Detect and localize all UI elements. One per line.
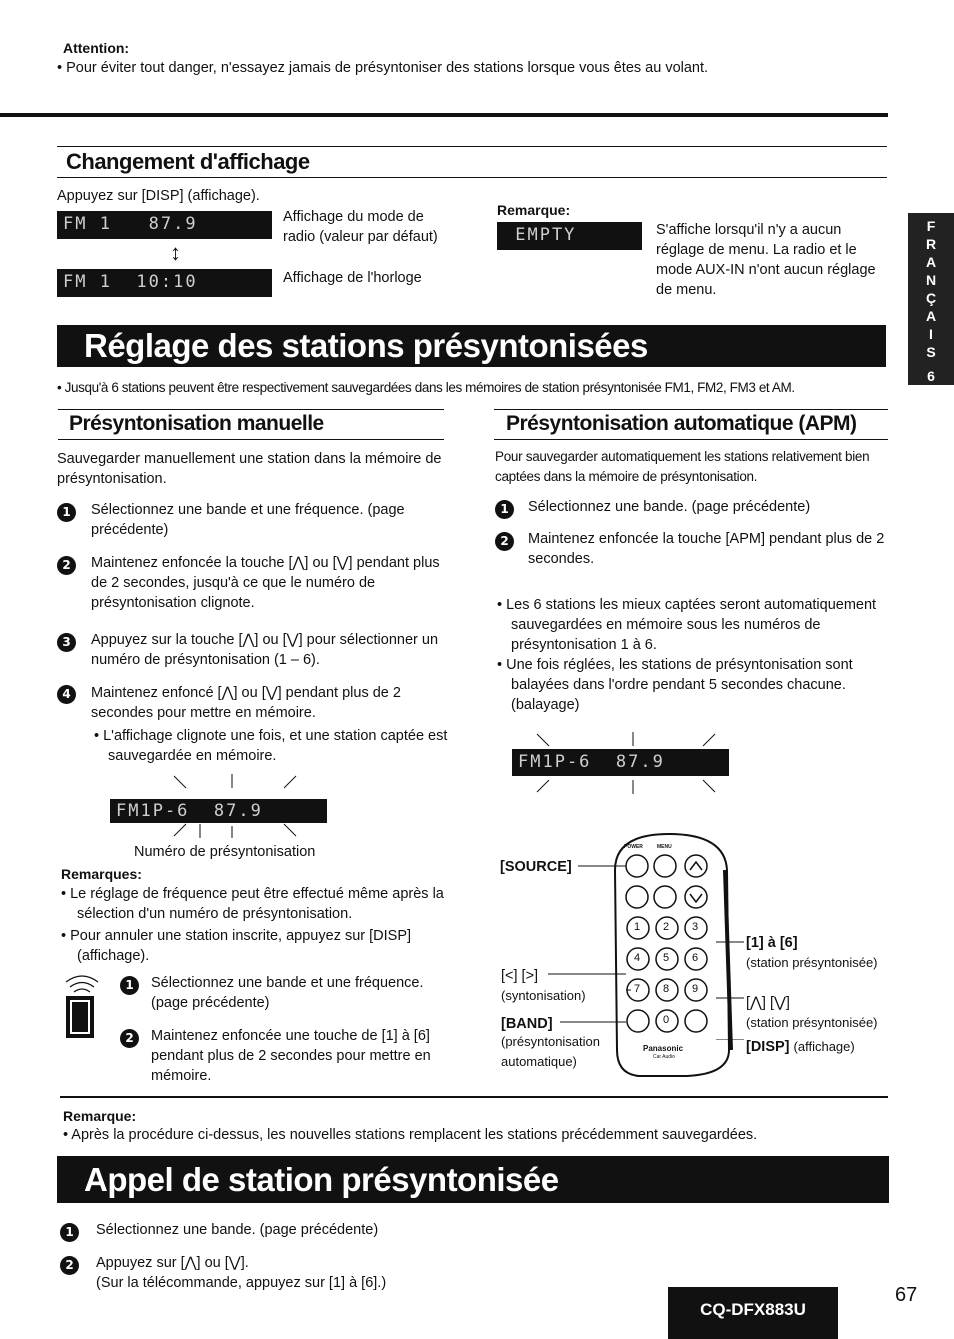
- manuelle-step-3: Appuyez sur la touche [⋀] ou [⋁] pour sélectionner un numéro de présyntonisation (1 – 6).: [91, 632, 439, 668]
- key-5: 5: [663, 952, 670, 964]
- step-number-2: 2: [120, 1029, 139, 1048]
- automatique-step-1: Sélectionnez une bande. (page précédente): [528, 499, 811, 515]
- manuelle-intro: Sauvegarder manuellement une station dans la mémoire de présyntonisation.: [57, 451, 442, 487]
- appel-step-2: Appuyez sur [⋀] ou [⋁].: [96, 1255, 249, 1271]
- key-4: 4: [634, 952, 641, 964]
- remarque-final-title: Remarque:: [63, 1108, 137, 1124]
- brand-logo: Panasonic: [643, 1044, 684, 1053]
- tab-letter: A: [925, 254, 937, 270]
- key-1: 1: [634, 921, 641, 933]
- tab-letter: N: [925, 272, 937, 288]
- remarque-title: Remarque:: [497, 202, 571, 218]
- key-2: 2: [663, 921, 670, 933]
- step-number-1: 1: [57, 503, 76, 522]
- key-3: 3: [692, 921, 699, 933]
- automatique-bullet: • Les 6 stations les mieux captées seront automatiquement sauvegardées en mémoire sous les numéros de présyntonisation 1 à 6.: [497, 597, 877, 653]
- key-8: 8: [663, 983, 670, 995]
- tab-letter: A: [925, 308, 937, 324]
- tab-letter: I: [929, 326, 933, 342]
- step-number-1: 1: [60, 1223, 79, 1242]
- automatique-title: Présyntonisation automatique (APM): [506, 412, 857, 435]
- reglage-intro: • Jusqu'à 6 stations peuvent être respectivement sauvegardées dans les mémoires de station présyntonisée FM1, FM2, FM3 et AM.: [57, 380, 795, 395]
- step-number-2: 2: [57, 556, 76, 575]
- updown-sub: (station présyntonisée): [746, 1015, 878, 1030]
- remote-step-1: Sélectionnez une bande et une fréquence. (page précédente): [151, 975, 424, 1011]
- lcd-radio-desc: Affichage du mode de radio (valeur par défaut): [283, 209, 438, 245]
- changement-intro: Appuyez sur [DISP] (affichage).: [57, 188, 260, 204]
- step-number-4: 4: [57, 685, 76, 704]
- disp-sub: (affichage): [793, 1039, 855, 1054]
- changement-title: Changement d'affichage: [66, 149, 310, 174]
- tab-letter: R: [925, 236, 937, 252]
- manuelle-step-4: Maintenez enfoncé [⋀] ou [⋁] pendant plus de 2 secondes pour mettre en mémoire.: [91, 685, 401, 721]
- page-number: 67: [895, 1284, 918, 1306]
- presets-label: [1] à [6]: [746, 935, 798, 951]
- automatique-step-2: Maintenez enfoncée la touche [APM] pendant plus de 2 secondes.: [528, 531, 885, 567]
- disp-label: [DISP]: [746, 1039, 790, 1055]
- source-label: [SOURCE]: [500, 859, 572, 875]
- callout-lines: [540, 850, 770, 1040]
- seek-sub: (syntonisation): [501, 988, 586, 1003]
- step-number-1: 1: [120, 976, 139, 995]
- tab-letter: S: [926, 344, 936, 360]
- tab-letter: Ç: [925, 290, 937, 306]
- manuelle-step-1: Sélectionnez une bande et une fréquence. (page précédente): [91, 502, 405, 538]
- remote-control-icon: [62, 968, 102, 1040]
- tab-number: 6: [927, 368, 935, 384]
- remote-step-2: Maintenez enfoncée une touche de [1] à [6] pendant plus de 2 secondes pour mettre en mémoire.: [151, 1028, 431, 1084]
- lcd-empty-display: EMPTY: [497, 222, 642, 250]
- remarque-item: • Le réglage de fréquence peut être effectué même après la sélection d'un numéro de présyntonisation.: [61, 886, 444, 922]
- attention-title: Attention:: [63, 40, 130, 56]
- manuelle-step-2: Maintenez enfoncée la touche [⋀] ou [⋁] pendant plus de 2 secondes, jusqu'à ce que le numéro de présyntonisation clignote.: [91, 555, 440, 611]
- manuelle-title: Présyntonisation manuelle: [69, 412, 324, 435]
- key-6: 6: [692, 952, 699, 964]
- step-number-2: 2: [495, 532, 514, 551]
- updown-label: [⋀] [⋁]: [746, 995, 790, 1011]
- reglage-banner: Réglage des stations présyntonisées: [57, 325, 886, 367]
- lcd-clock-display: FM 1 10:10: [57, 269, 272, 297]
- lcd-preset-caption: Numéro de présyntonisation: [134, 844, 316, 860]
- appel-step-1: Sélectionnez une bande. (page précédente): [96, 1222, 379, 1238]
- disp-line: [746, 1037, 855, 1057]
- attention-text: • Pour éviter tout danger, n'essayez jamais de présyntoniser des stations lorsque vous êtes au volant.: [57, 60, 709, 76]
- remarques-title: Remarques:: [61, 866, 142, 882]
- key-7: 7: [634, 983, 641, 995]
- seek-label: [<] [>]: [501, 968, 539, 984]
- toggle-arrow-icon: ↕: [170, 240, 181, 265]
- key-9: 9: [692, 983, 699, 995]
- menu-label: MENU: [657, 844, 672, 850]
- remarque-item: • Pour annuler une station inscrite, appuyez sur [DISP] (affichage).: [61, 928, 412, 964]
- lcd-clock-desc: Affichage de l'horloge: [283, 270, 422, 286]
- remarque-text: S'affiche lorsqu'il n'y a aucun réglage de menu. La radio et le mode AUX-IN n'ont aucun réglage de menu.: [656, 222, 876, 298]
- lcd-preset-display: FM1P-6 87.9: [110, 799, 327, 823]
- lcd-apm-display: FM1P-6 87.9: [512, 749, 729, 776]
- power-label: POWER: [624, 844, 643, 850]
- presets-sub: (station présyntonisée): [746, 955, 878, 970]
- step-number-2: 2: [60, 1256, 79, 1275]
- model-badge: CQ-DFX883U: [668, 1287, 838, 1339]
- step-number-1: 1: [495, 500, 514, 519]
- appel-banner: Appel de station présyntonisée: [57, 1156, 889, 1203]
- language-tab: [908, 213, 954, 385]
- step-number-3: 3: [57, 633, 76, 652]
- appel-step-2-sub: (Sur la télécommande, appuyez sur [1] à [6].): [96, 1275, 387, 1291]
- manuelle-step-4-bullet: • L'affichage clignote une fois, et une station captée est sauvegardée en mémoire.: [94, 728, 448, 764]
- automatique-intro: Pour sauvegarder automatiquement les stations relativement bien captées dans la mémoire de présyntonisation.: [495, 449, 870, 484]
- tab-letter: F: [926, 218, 936, 234]
- divider: [60, 1096, 888, 1098]
- lcd-radio-display: FM 1 87.9: [57, 211, 272, 239]
- remarque-final-text: • Après la procédure ci-dessus, les nouvelles stations remplacent les stations précédemment sauvegardées.: [63, 1127, 758, 1143]
- key-0: 0: [663, 1014, 670, 1026]
- band-label: [BAND]: [501, 1016, 553, 1032]
- divider: [0, 113, 888, 117]
- brand-sub: Car Audio: [653, 1054, 675, 1060]
- automatique-bullet: • Une fois réglées, les stations de présyntonisation sont balayées dans l'ordre pendant 5 secondes chacune. (balayage): [497, 657, 853, 713]
- band-sub: (présyntonisation automatique): [501, 1034, 600, 1069]
